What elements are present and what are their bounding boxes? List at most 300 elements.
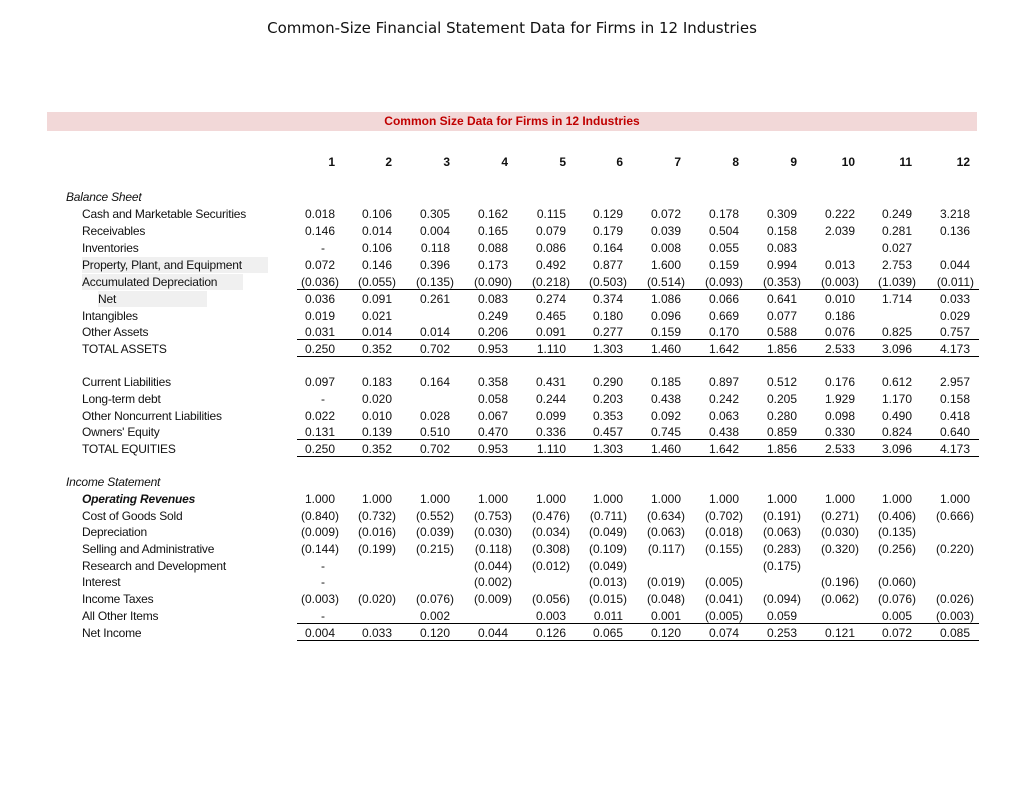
table-cell: 0.173 [477,258,508,272]
table-cell: 0.290 [592,375,623,389]
table-cell: (0.003) [300,592,339,606]
table-cell: 0.072 [304,258,335,272]
table-cell: 0.067 [477,409,508,423]
table-cell: 0.014 [361,325,392,339]
table-row [0,324,1024,340]
table-cell: 2.957 [939,375,970,389]
table-cell: (0.199) [357,542,396,556]
table-cell: 0.176 [824,375,855,389]
table-cell: (0.034) [531,525,570,539]
table-row [0,491,1024,507]
table-cell: 0.077 [766,309,797,323]
row-label: Balance Sheet [66,190,142,204]
table-cell: 1.303 [592,342,623,356]
table-row [0,424,1024,440]
table-cell: 0.457 [592,425,623,439]
table-cell: 0.396 [419,258,450,272]
table-cell: 1.000 [419,492,450,506]
table-row [0,558,1024,574]
table-cell: 0.280 [766,409,797,423]
table-cell: (0.711) [589,509,627,523]
table-cell: 1.000 [535,492,566,506]
table-cell: 0.158 [766,224,797,238]
table-cell: 1.000 [361,492,392,506]
table-row [0,608,1024,624]
table-cell: (0.666) [935,509,974,523]
row-label: Interest [82,575,121,589]
table-cell: 0.164 [592,241,623,255]
table-cell: (0.109) [588,542,627,556]
table-cell: 0.490 [881,409,912,423]
table-cell: 4.173 [939,442,970,456]
table-cell: 0.352 [361,342,392,356]
table-cell: (0.020) [357,592,396,606]
table-cell: 0.079 [535,224,566,238]
table-cell: 0.096 [650,309,681,323]
table-row [0,374,1024,390]
total-underline [297,456,979,457]
table-cell: 0.504 [708,224,739,238]
column-header-10: 10 [841,155,855,169]
row-label: Property, Plant, and Equipment [82,257,268,273]
table-cell: (0.155) [704,542,743,556]
table-cell: 0.020 [361,392,392,406]
table-cell: 0.002 [419,609,450,623]
table-cell: 0.029 [939,309,970,323]
table-cell: 0.244 [535,392,566,406]
column-header-5: 5 [559,155,566,169]
table-cell: (0.256) [877,542,916,556]
table-cell: 0.336 [535,425,566,439]
table-cell: 0.011 [593,609,623,623]
column-header-4: 4 [501,155,508,169]
table-cell: (0.135) [415,275,454,289]
table-cell: (0.196) [820,575,859,589]
table-cell: 0.492 [535,258,566,272]
table-cell: 0.186 [824,309,855,323]
table-cell: 2.533 [824,442,855,456]
table-cell: 0.033 [939,292,970,306]
table-cell: 0.092 [650,409,681,423]
table-cell: 0.010 [824,292,855,306]
table-cell: 4.173 [939,342,970,356]
column-header-11: 11 [899,155,912,169]
table-cell: (0.048) [646,592,685,606]
row-label: Net Income [82,626,142,640]
table-cell: (0.135) [877,525,916,539]
total-underline [297,623,979,624]
table-cell: 0.953 [477,342,508,356]
table-cell: 0.353 [592,409,623,423]
table-cell: (0.175) [762,559,801,573]
table-cell: 0.091 [535,325,566,339]
table-cell: 0.374 [592,292,623,306]
table-cell: 1.460 [650,442,681,456]
row-label: Owners' Equity [82,425,160,439]
table-cell: 1.460 [650,342,681,356]
table-cell: 0.206 [477,325,508,339]
table-cell: 0.180 [592,309,623,323]
table-cell: 0.083 [766,241,797,255]
table-cell: 0.170 [708,325,739,339]
table-cell: 0.044 [939,258,970,272]
table-cell: 0.418 [939,409,970,423]
table-cell: 1.170 [881,392,912,406]
table-cell: 0.010 [361,409,392,423]
table-cell: 0.953 [477,442,508,456]
total-underline [297,439,979,440]
table-cell: 0.014 [419,325,450,339]
table-cell: (0.030) [473,525,512,539]
table-cell: (0.036) [300,275,339,289]
table-cell: 0.106 [361,241,392,255]
table-cell: (0.003) [935,609,974,623]
table-title: Common Size Data for Firms in 12 Industries [384,114,640,128]
table-cell: 0.088 [477,241,508,255]
table-cell: 0.994 [766,258,797,272]
table-cell: (0.049) [588,559,627,573]
table-cell: (0.012) [531,559,570,573]
table-cell: - [321,575,325,589]
table-cell: 0.005 [881,609,912,623]
row-label: Selling and Administrative [82,542,215,556]
table-cell: 0.120 [419,626,450,640]
table-cell: 0.004 [304,626,335,640]
table-cell: (0.049) [588,525,627,539]
table-cell: 0.249 [881,207,912,221]
table-cell: 1.086 [650,292,681,306]
table-cell: 1.642 [708,442,739,456]
table-cell: 0.033 [361,626,392,640]
table-cell: 0.669 [708,309,739,323]
table-cell: 0.027 [881,241,912,255]
table-cell: 1.110 [536,342,566,356]
table-cell: (0.076) [415,592,454,606]
table-cell: 0.036 [304,292,335,306]
table-cell: 0.203 [592,392,623,406]
table-cell: (0.118) [474,542,512,556]
table-cell: 0.305 [419,207,450,221]
table-cell: - [321,609,325,623]
table-cell: (0.055) [357,275,396,289]
table-cell: 0.055 [708,241,739,255]
table-cell: (0.056) [531,592,570,606]
column-header-7: 7 [674,155,681,169]
table-cell: 0.222 [824,207,855,221]
table-cell: 0.019 [304,309,335,323]
table-cell: 0.253 [766,626,797,640]
table-cell: (0.840) [300,509,339,523]
table-row [0,341,1024,357]
table-cell: 0.358 [477,375,508,389]
table-cell: 0.099 [535,409,566,423]
table-cell: 0.022 [304,409,335,423]
table-cell: 0.159 [708,258,739,272]
table-cell: 0.139 [361,425,392,439]
table-cell: 0.249 [477,309,508,323]
table-cell: 0.877 [592,258,623,272]
table-cell: 1.642 [708,342,739,356]
table-row [0,524,1024,540]
table-cell: (0.476) [531,509,570,523]
table-cell: (0.117) [647,542,685,556]
table-cell: (0.026) [935,592,974,606]
table-cell: 0.330 [824,425,855,439]
table-cell: 1.000 [592,492,623,506]
table-cell: 0.640 [939,425,970,439]
table-cell: (0.016) [357,525,396,539]
table-cell: 0.859 [766,425,797,439]
column-header-9: 9 [790,155,797,169]
table-cell: 0.083 [477,292,508,306]
table-cell: 0.120 [650,626,681,640]
table-cell: 0.018 [304,207,335,221]
table-cell: 2.039 [824,224,855,238]
table-cell: 0.179 [592,224,623,238]
table-cell: 0.510 [419,425,450,439]
table-cell: (0.002) [473,575,512,589]
table-cell: 0.059 [766,609,797,623]
table-cell: 0.745 [650,425,681,439]
table-cell: 1.714 [881,292,912,306]
row-label: Cost of Goods Sold [82,509,183,523]
table-cell: (0.093) [704,275,743,289]
table-cell: 1.000 [708,492,739,506]
table-cell: 0.136 [939,224,970,238]
table-cell: 0.250 [304,342,335,356]
table-cell: (0.063) [762,525,801,539]
table-cell: 0.146 [361,258,392,272]
table-cell: 0.013 [824,258,855,272]
table-cell: 0.162 [477,207,508,221]
total-underline [297,640,979,641]
table-cell: 0.641 [766,292,797,306]
table-cell: 0.085 [939,626,970,640]
table-cell: (0.039) [415,525,454,539]
table-cell: 0.146 [304,224,335,238]
table-cell: (0.076) [877,592,916,606]
table-cell: 1.929 [824,392,855,406]
table-cell: 0.470 [477,425,508,439]
table-cell: 0.076 [824,325,855,339]
row-label: TOTAL ASSETS [82,342,167,356]
table-cell: 0.757 [939,325,970,339]
table-cell: 0.159 [650,325,681,339]
row-label: Accumulated Depreciation [82,274,243,290]
table-cell: 0.702 [419,342,450,356]
row-label: Other Noncurrent Liabilities [82,409,222,423]
table-cell: (0.283) [762,542,801,556]
table-cell: 1.856 [766,342,797,356]
table-row [0,308,1024,324]
column-header-1: 1 [328,155,335,169]
table-cell: 1.000 [824,492,855,506]
table-cell: 0.431 [535,375,566,389]
table-cell: 0.097 [304,375,335,389]
table-cell: 0.250 [304,442,335,456]
table-cell: (0.353) [762,275,801,289]
table-cell: 0.003 [535,609,566,623]
table-cell: 0.021 [361,309,392,323]
column-header-3: 3 [443,155,450,169]
row-label: Income Statement [66,475,161,489]
row-label: Net [98,291,207,307]
page-title: Common-Size Financial Statement Data for Firms in 12 Industries [267,19,757,37]
table-cell: 1.000 [477,492,508,506]
table-cell: (0.215) [415,542,454,556]
total-underline [297,356,979,357]
table-cell: - [321,559,325,573]
table-cell: 0.352 [361,442,392,456]
table-cell: (0.003) [820,275,859,289]
table-cell: 1.000 [881,492,912,506]
table-cell: 0.058 [477,392,508,406]
table-cell: 0.277 [592,325,623,339]
row-label: TOTAL EQUITIES [82,442,176,456]
table-row [0,541,1024,557]
row-label: Other Assets [82,325,149,339]
table-cell: (0.552) [415,509,454,523]
column-header-2: 2 [385,155,392,169]
table-cell: 0.031 [304,325,335,339]
table-cell: 1.110 [536,442,566,456]
table-row [0,189,1024,205]
table-cell: 0.165 [477,224,508,238]
table-cell: 0.121 [824,626,855,640]
table-cell: 0.074 [708,626,739,640]
table-cell: 0.612 [881,375,912,389]
table-cell: (0.019) [646,575,685,589]
row-label: Research and Development [82,559,226,573]
table-cell: 3.096 [881,342,912,356]
table-cell: - [321,241,325,255]
table-cell: 0.465 [535,309,566,323]
table-cell: 0.205 [766,392,797,406]
table-cell: 0.118 [420,241,450,255]
table-cell: (0.009) [473,592,512,606]
row-label: Long-term debt [82,392,161,406]
table-cell: 0.001 [650,609,681,623]
table-cell: 0.072 [650,207,681,221]
table-cell: 0.242 [708,392,739,406]
table-cell: 0.309 [766,207,797,221]
table-cell: 0.164 [419,375,450,389]
table-cell: (0.015) [588,592,627,606]
table-cell: 1.000 [766,492,797,506]
table-cell: - [321,392,325,406]
table-cell: (0.005) [704,575,743,589]
table-cell: 0.178 [708,207,739,221]
table-cell: (0.144) [300,542,339,556]
table-cell: 0.072 [881,626,912,640]
table-cell: (0.514) [646,275,685,289]
table-cell: 2.753 [881,258,912,272]
row-label: Income Taxes [82,592,154,606]
table-cell: 0.702 [419,442,450,456]
table-cell: 3.218 [939,207,970,221]
table-row [0,474,1024,490]
table-cell: (0.030) [820,525,859,539]
table-cell: (0.220) [935,542,974,556]
table-cell: (0.406) [877,509,916,523]
table-cell: 0.438 [650,392,681,406]
table-cell: 0.063 [708,409,739,423]
table-cell: 0.897 [708,375,739,389]
table-cell: (0.308) [531,542,570,556]
table-cell: 0.014 [361,224,392,238]
table-cell: (0.063) [646,525,685,539]
row-label: Current Liabilities [82,375,171,389]
table-cell: 0.274 [535,292,566,306]
table-cell: 0.008 [650,241,681,255]
table-cell: (0.218) [531,275,570,289]
table-cell: 0.115 [536,207,566,221]
table-cell: (0.702) [704,509,743,523]
row-label: Intangibles [82,309,138,323]
row-label: All Other Items [82,609,159,623]
table-cell: (0.044) [473,559,512,573]
table-cell: 0.131 [304,425,335,439]
table-cell: 1.000 [650,492,681,506]
table-cell: 0.028 [419,409,450,423]
table-cell: 0.091 [361,292,392,306]
table-cell: (0.009) [300,525,339,539]
table-cell: 0.126 [535,626,566,640]
table-cell: (0.062) [820,592,859,606]
table-row [0,240,1024,256]
table-row [0,257,1024,273]
table-cell: 1.600 [650,258,681,272]
table-cell: 0.261 [419,292,450,306]
row-label: Receivables [82,224,146,238]
table-cell: 0.438 [708,425,739,439]
table-row [0,274,1024,290]
row-label: Operating Revenues [82,492,196,506]
table-cell: 1.856 [766,442,797,456]
table-cell: 0.824 [881,425,912,439]
table-cell: 1.000 [939,492,970,506]
column-header-6: 6 [616,155,623,169]
table-cell: (0.011) [936,275,974,289]
table-cell: 0.004 [419,224,450,238]
row-label: Inventories [82,241,139,255]
table-cell: (0.320) [820,542,859,556]
table-cell: 2.533 [824,342,855,356]
table-cell: 0.086 [535,241,566,255]
table-cell: 0.129 [592,207,623,221]
table-cell: (0.094) [762,592,801,606]
total-underline [297,289,979,290]
table-cell: (1.039) [877,275,916,289]
table-cell: (0.041) [704,592,743,606]
table-cell: (0.753) [473,509,512,523]
table-row [0,391,1024,407]
table-cell: 1.303 [592,442,623,456]
table-cell: 0.281 [881,224,912,238]
row-label: Depreciation [82,525,147,539]
table-cell: (0.090) [473,275,512,289]
table-cell: (0.013) [588,575,627,589]
table-cell: (0.503) [588,275,627,289]
total-underline [297,339,979,340]
table-cell: (0.191) [762,509,801,523]
table-row [0,591,1024,607]
column-header-8: 8 [732,155,739,169]
table-cell: (0.005) [704,609,743,623]
table-row [0,574,1024,590]
table-cell: 0.825 [881,325,912,339]
table-row [0,408,1024,424]
